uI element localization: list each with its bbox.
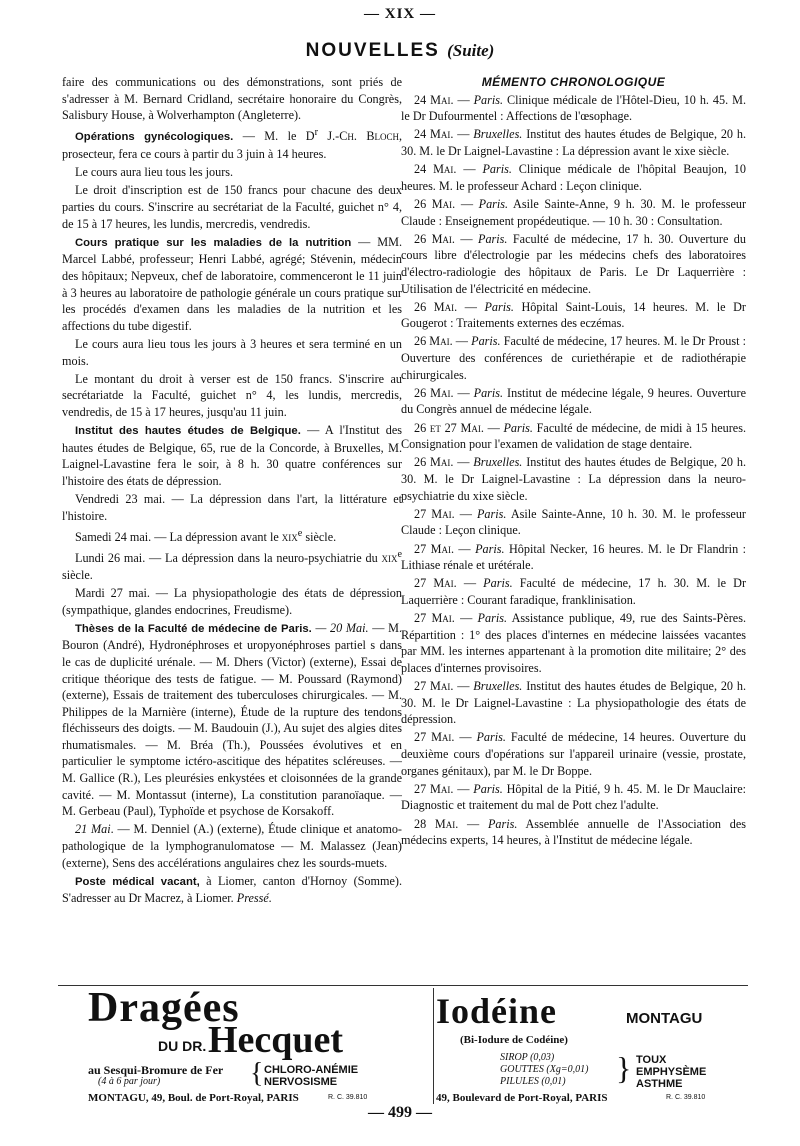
superscript: r	[314, 127, 318, 139]
entry-city: Paris.	[475, 541, 505, 556]
paragraph: Le droit d'inscription est de 150 francs pour chacune des deux parties du cours. S'inscrire au secrétariat de la Faculté, guichet n° 4, de 15 à 17 heures, les lundis, mercredis, vendredis.	[62, 183, 402, 231]
entry-dash: —	[453, 679, 474, 694]
entry-dash: —	[453, 455, 474, 470]
text-run: Samedi 24 mai. — La dépression avant le	[75, 529, 282, 544]
ad-indication: NERVOSISME	[264, 1076, 338, 1088]
ad-indication: TOUX	[636, 1054, 667, 1066]
paragraph: faire des communications ou des démonstrations, sont priés de s'adresser à M. Bernard Cridland, secrétaire honoraire du Congrès, Salisbury House, à Wolverhampton (Angleterre).	[62, 75, 402, 123]
ad-brand: Iodéine	[436, 991, 558, 1031]
entry-text: Assemblée annuelle de l'Association des médecins experts, 14 heures, à l'Institut de médecine légale.	[401, 816, 746, 848]
ads-vertical-divider	[433, 988, 434, 1104]
entry-text: Institut des hautes études de Belgique, 20 h. 30. M. le Dr Laignel-Lavastine : La physiopathologie des états de dépression.	[401, 679, 746, 727]
ad-name: Hecquet	[208, 1019, 344, 1061]
entry-city: Paris.	[476, 730, 506, 745]
paragraph: Le montant du droit à verser est de 150 francs. S'inscrire au secrétariatde la Faculté, guichet n° 4, les lundis, mercredis, vendredis, de 15 à 17 heures, jusqu'au 11 juin.	[62, 371, 402, 419]
paragraph	[62, 620, 402, 820]
entry-city: Bruxelles.	[473, 455, 523, 470]
date: — 20 Mai.	[311, 620, 369, 635]
memento-entry	[401, 454, 746, 504]
entry-dash: —	[454, 506, 477, 521]
memento-entry	[401, 541, 746, 574]
memento-entry	[401, 126, 746, 159]
memento-entry	[401, 729, 746, 779]
entry-dash: —	[483, 420, 504, 435]
entry-text: Institut des hautes études de Belgique, 20 h. 30. M. le Dr Laignel-Lavastine : La dépression avant le xixe siècle.	[401, 127, 746, 158]
title-suffix: (Suite)	[447, 41, 495, 60]
entry-text: Asile Sainte-Anne, 10 h. 30. M. le professeur Claude : Leçon clinique.	[401, 506, 746, 538]
entry-dash: —	[455, 196, 479, 211]
entry-date: 24 Mai.	[414, 92, 454, 107]
ad-rc: R. C. 39.810	[666, 1094, 706, 1101]
page-number: — 499 —	[368, 1104, 432, 1121]
memento-entry	[401, 385, 746, 418]
entry-text: Faculté de médecine, de midi à 15 heures. Consignation pour l'examen de validation de stage dentaire.	[401, 420, 747, 452]
entry-dash: —	[453, 781, 474, 796]
paragraph	[62, 873, 402, 907]
memento-entry	[401, 678, 746, 728]
text-run: Pressé.	[233, 891, 272, 906]
entry-text: Faculté de médecine, 17 h. 30. M. le Dr Laquerrière : Courant faradique, franklinisation.	[401, 576, 746, 607]
ad-brand: Dragées	[88, 985, 240, 1031]
entry-dash: —	[456, 576, 484, 591]
entry-city: Paris.	[484, 299, 514, 314]
entry-city: Bruxelles.	[473, 127, 523, 142]
ad-indication: ASTHME	[636, 1078, 683, 1090]
text-run: prosecteur, fera ce cours à partir du 3 juin à 14 heures.	[62, 147, 327, 162]
memento-entry	[401, 506, 746, 539]
ad-subtitle: (Bi-Iodure de Codéine)	[460, 1034, 568, 1046]
paragraph: Le cours aura lieu tous les jours.	[75, 165, 234, 180]
text-run: — M. le D	[233, 129, 315, 144]
entry-text: Hôpital Necker, 16 heures. M. le Dr Flandrin : Lithiase rénale et urétérale.	[401, 541, 746, 573]
entry-date: 27 Mai.	[414, 576, 457, 591]
entry-city: Paris.	[471, 334, 501, 349]
entry-text: Faculté de médecine, 17 h. 30. Ouverture du cours libre d'électrologie par les médecins chefs des laboratoires d'électro-radiologie des hôpitaux de Paris. Le Dr Laquerrière : Utilisation de l'électricité en médecine.	[401, 231, 746, 296]
text-run: siècle.	[302, 529, 337, 544]
entry-date: 26 et 27 Mai.	[414, 420, 484, 435]
paragraph	[62, 821, 402, 871]
title-text: NOUVELLES	[305, 40, 440, 61]
entry-dash: —	[454, 541, 476, 556]
ad-maker: MONTAGU	[626, 1010, 703, 1027]
paragraph	[62, 234, 402, 335]
paragraph	[62, 547, 402, 583]
entry-date: 26 Mai.	[414, 334, 453, 349]
entry-date: 28 Mai.	[414, 816, 459, 831]
ad-form: PILULES (0,01)	[500, 1076, 566, 1087]
text-run: — A l'Institut des hautes études de Belgique, 65, rue de la Concorde, à Bruxelles, M. Laignel-Lavastine fera le soir, à 8 h. 30 quatre conférences sur l'histoire des états de dépression.	[62, 423, 402, 488]
roman-page-number: — XIX —	[363, 6, 436, 22]
advert-dragees	[58, 985, 428, 1104]
person-name: J.-Ch. Bloch,	[317, 129, 403, 144]
memento-entry	[401, 420, 746, 453]
brace-icon: }	[616, 1050, 632, 1086]
entry-date: 26 Mai.	[414, 385, 454, 400]
paragraph	[62, 526, 402, 546]
paragraph: Le cours aura lieu tous les jours à 3 heures et sera terminé en un mois.	[62, 336, 402, 368]
page-title	[0, 40, 800, 62]
memento-entry	[401, 781, 746, 814]
entry-date: 27 Mai.	[414, 730, 455, 745]
entry-text: Hôpital Saint-Louis, 14 heures. M. le Dr Gougerot : Traitements externes des eczémas.	[401, 299, 746, 331]
memento-entry	[401, 816, 746, 849]
entry-city: Paris.	[473, 781, 503, 796]
ad-du-dr: DU DR.	[158, 1038, 207, 1054]
entry-text: Hôpital de la Pitié, 9 h. 45. M. le Dr Mauclaire: Diagnostic et traitement du mal de Pott chez l'adulte.	[401, 781, 746, 813]
memento-entry	[401, 610, 746, 676]
entry-city: Paris.	[487, 816, 518, 831]
section-heading: Thèses de la Faculté de médecine de Paris.	[75, 622, 312, 635]
memento-entry	[401, 299, 746, 332]
entry-date: 24 Mai.	[414, 162, 457, 177]
entry-date: 24 Mai.	[414, 127, 454, 142]
entry-date: 26 Mai.	[414, 299, 458, 314]
ad-indication: CHLORO-ANÉMIE	[264, 1064, 359, 1076]
entry-text: Clinique médicale de l'hôpital Beaujon, 10 heures. M. le professeur Achard : Leçon clinique.	[401, 162, 746, 193]
memento-heading: MÉMENTO CHRONOLOGIQUE	[481, 75, 666, 89]
entry-dash: —	[458, 816, 488, 831]
ad-dose: (4 à 6 par jour)	[98, 1076, 161, 1087]
section-heading: Cours pratique sur les maladies de la nutrition	[75, 236, 352, 249]
entry-date: 26 Mai.	[414, 231, 455, 246]
entry-date: 27 Mai.	[414, 679, 454, 694]
entry-date: 26 Mai.	[414, 196, 456, 211]
date: 21 Mai	[75, 822, 111, 837]
entry-date: 26 Mai.	[414, 455, 454, 470]
advert-iodeine	[436, 988, 748, 1104]
text-run: à Liomer, canton d'Hornoy (Somme). S'adresser au Dr Macrez, à Liomer.	[62, 873, 402, 906]
entry-city: Paris.	[478, 231, 508, 246]
right-column	[401, 74, 746, 850]
memento-entry	[401, 333, 746, 383]
entry-text: Faculté de médecine, 14 heures. Ouverture du deuxième cours d'opérations sur l'appareil urinaire (vessie, prostate, organes génitaux), par M. le Dr Boppe.	[401, 730, 747, 778]
ad-form: SIROP (0,03)	[500, 1052, 555, 1063]
entry-city: Paris.	[476, 506, 507, 521]
memento-entry	[401, 196, 746, 229]
ad-address: 49, Boulevard de Port-Royal, PARIS	[436, 1092, 608, 1104]
memento-list	[401, 92, 746, 849]
section-heading: Poste médical vacant,	[75, 875, 200, 888]
entry-city: Paris.	[478, 196, 509, 211]
entry-city: Paris.	[477, 611, 507, 626]
ad-address: MONTAGU, 49, Boul. de Port-Royal, PARIS	[88, 1092, 299, 1104]
entry-text: Assistance publique, 49, rue des Saints-Pères. Répartition : 1° des places d'internes en médecine laissées vacantes par MM. les internes appartenant à la promotion dite militaire; 2° des places d'internes provisoires.	[401, 611, 747, 675]
entry-city: Paris.	[483, 576, 513, 591]
entry-dash: —	[453, 127, 474, 142]
paragraph: Mardi 27 mai. — La physiopathologie des états de dépression (sympathique, glandes endocrines, Freudisme).	[62, 585, 402, 617]
text-run: — M. Bouron (André), Hydronéphroses et uropyonéphroses partiel s dans le cas de duplicité urénale. — M. Dhers (Victor) (externe), Essai de critique théorique des tests de fatigue. — M. Poussard (Raymond) (externe), Essais de traitement des tuberculoses chirurgicales. — M. Philippes de la Marnière (interne), Étude de la rupture des tendons fléchisseurs des doigts. — M. Baudouin (J.), Au sujet des algies dites rhumatismales. — M. Bréa (Th.), Poussées évolutives et en particulier le symptome ictéro-ascitique des hépatites scléreuses. — M. Gallice (R.), Les pleurésies enkystées et cloisonnées de la grande cavité. — M. Montassut (interne), La constitution paranoïaque. — M. Gerbeau (Paul), Typhoïde et psychose de Korsakoff.	[62, 620, 402, 819]
entry-date: 27 Mai.	[414, 506, 455, 521]
memento-entry	[401, 575, 746, 608]
entry-city: Paris.	[482, 162, 512, 177]
entry-text: Clinique médicale de l'Hôtel-Dieu, 10 h. 45. M. le Dr Dufourmentel : Affections de l'œsophage.	[401, 92, 746, 124]
left-column	[62, 74, 402, 909]
text-run: — MM. Marcel Labbé, professeur; Henri Labbé, agrégé; Stévenin, médecin des hôpitaux; Nepveux, chef de laboratoire, commenceront le 11 juin à 3 heures au laboratoire de pathologie générale un cours pratique sur les procédés d'examen dans les maladies de la nutrition et les affections du tube digestif.	[62, 234, 402, 333]
paragraph	[62, 422, 402, 489]
century: xix	[281, 529, 298, 544]
entry-text: Asile Sainte-Anne, 9 h. 30. M. le professeur Claude : Enseignement propédeutique. — 10 h. 30 : Consultation.	[401, 196, 747, 228]
entry-dash: —	[454, 730, 477, 745]
entry-dash: —	[452, 334, 472, 349]
century: xix	[381, 551, 398, 566]
entry-date: 27 Mai.	[414, 541, 454, 556]
memento-entry	[401, 92, 746, 125]
ad-line: au Sesqui-Bromure de Fer	[88, 1063, 224, 1077]
entry-text: Institut de médecine légale, 9 heures. Ouverture du Congrès annuel de médecine légale.	[401, 385, 746, 417]
memento-entry	[401, 161, 746, 194]
entry-date: 27 Mai.	[414, 611, 455, 626]
text-run: Lundi 26 mai. — La dépression dans la neuro-psychiatrie du	[75, 551, 382, 566]
entry-dash: —	[454, 611, 478, 626]
text-run: . — M. Denniel (A.) (externe), Étude clinique et anatomo-pathologique de la lymphogranulomatose — M. Malassez (Jean) (externe), Sens des accélérations angulaires chez les sourds-muets.	[62, 822, 402, 870]
paragraph	[62, 125, 402, 162]
ad-form: GOUTTES (Xg=0,01)	[500, 1064, 589, 1075]
superscript: e	[297, 527, 303, 539]
entry-city: Paris.	[473, 385, 504, 400]
paragraph: Vendredi 23 mai. — La dépression dans l'art, la littérature et l'histoire.	[62, 492, 402, 523]
entry-dash: —	[454, 231, 478, 246]
entry-city: Paris.	[503, 420, 533, 435]
entry-city: Bruxelles.	[473, 679, 523, 694]
memento-entry	[401, 231, 746, 297]
ad-rc: R. C. 39.810	[328, 1094, 368, 1101]
entry-city: Paris.	[473, 92, 504, 107]
entry-date: 27 Mai.	[414, 781, 454, 796]
superscript: e	[397, 549, 402, 561]
entry-dash: —	[453, 385, 474, 400]
entry-dash: —	[453, 92, 474, 107]
entry-dash: —	[456, 162, 483, 177]
section-heading: Institut des hautes études de Belgique.	[75, 425, 301, 438]
section-heading: Opérations gynécologiques.	[75, 131, 234, 144]
entry-text: Faculté de médecine, 17 heures. M. le Dr Proust : Ouverture des conférences de curiethérapie et de radiothérapie chirurgicales.	[401, 334, 747, 382]
ad-indication: EMPHYSÈME	[636, 1066, 707, 1078]
entry-dash: —	[457, 299, 485, 314]
brace-icon: {	[250, 1058, 264, 1089]
entry-text: Institut des hautes études de Belgique, 20 h. 30. M. le Dr Laignel-Lavastine : La dépression dans la neuro-psychiatrie du xixe siècle.	[401, 455, 746, 503]
text-run: siècle.	[62, 567, 93, 582]
